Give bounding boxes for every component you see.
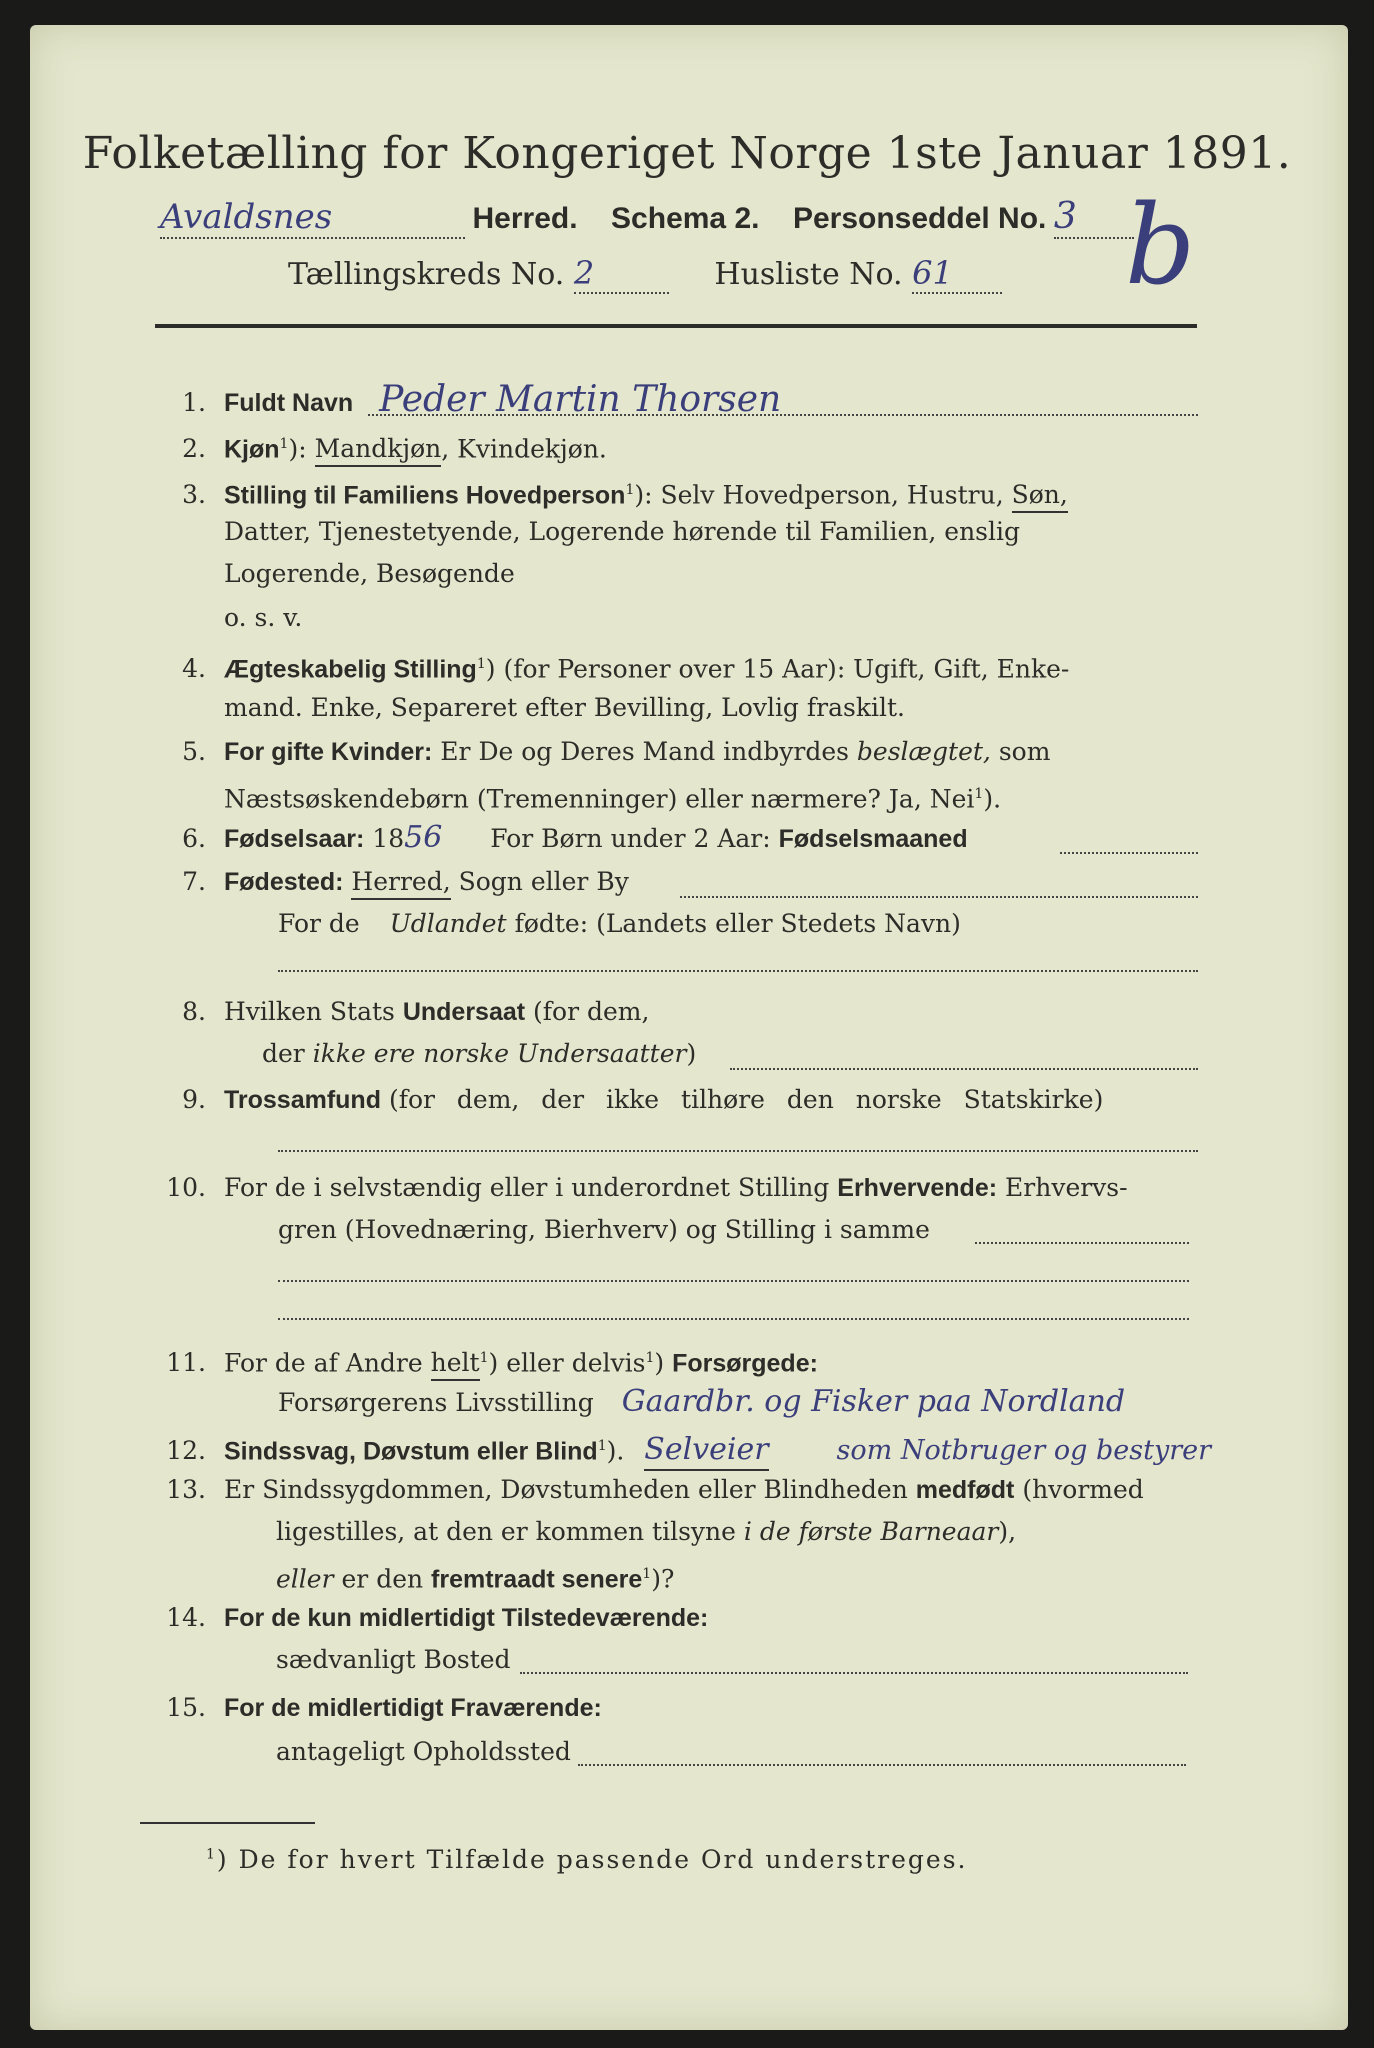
herred-label: Herred.: [472, 202, 578, 235]
item-1: 1. Fuldt Navn Peder Martin Thorsen: [182, 379, 782, 420]
personseddel-label: Personseddel No.: [792, 202, 1047, 235]
item-12: 12. Sindssvag, Døvstum eller Blind$^1$). Selveier som Notbruger og bestyrer: [140, 1428, 1211, 1469]
husliste-label: Husliste No.: [714, 257, 903, 292]
foreign-birthplace-dotline: [278, 970, 1198, 972]
form-title: Folketælling for Kongeriget Norge 1ste Januar 1891.: [82, 128, 1292, 179]
full-name-value: Peder Martin Thorsen: [379, 379, 782, 420]
nationality-dotline: [730, 1068, 1198, 1070]
birthplace-selected: Herred,: [351, 867, 450, 900]
item-11: 11. For de af Andre helt$^1$) eller delvis$^1$) Forsørgede:: [140, 1340, 818, 1381]
birthplace-dotline: [680, 896, 1198, 898]
item-14: 14. For de kun midlertidigt Tilstedeværende:: [166, 1603, 709, 1632]
kreds-label: Tællingskreds No.: [288, 257, 565, 292]
herred-line: [160, 196, 1134, 239]
kreds-line: [288, 254, 1002, 294]
item-4: 4. Ægteskabelig Stilling$^1$) (for Personer over 15 Aar): Ugift, Gift, Enke-: [182, 654, 1070, 684]
header-rule: [155, 324, 1197, 328]
support-selected: helt: [431, 1348, 480, 1381]
item-14-line2: sædvanligt Bosted: [276, 1645, 511, 1674]
occupation-dotline-2: [278, 1280, 1189, 1282]
occupation-dotline-1: [975, 1242, 1189, 1244]
provider-occupation-value: Gaardbr. og Fisker paa Nordland: [621, 1384, 1126, 1419]
footnote-rule: [140, 1822, 315, 1824]
residence-dotline: [520, 1672, 1188, 1674]
item-11-line2: Forsørgerens Livsstilling Gaardbr. og Fisker paa Nordland: [278, 1384, 1126, 1419]
item-7: 7. Fødested: Herred, Sogn eller By: [140, 864, 629, 900]
corner-annotation: b: [1125, 181, 1196, 309]
item-2: 2. Kjøn$^1$): Mandkjøn, Kvindekjøn.: [140, 426, 607, 467]
religion-dotline: [278, 1150, 1198, 1152]
schema-label: Schema 2.: [611, 202, 760, 235]
item-15: 15. For de midlertidigt Fraværende:: [166, 1693, 602, 1722]
name-dotline: [368, 414, 1198, 416]
item-15-line2: antageligt Opholdssted: [276, 1737, 571, 1766]
item-7-line2: For de Udlandet fødte: (Landets eller Stedets Navn): [278, 909, 961, 938]
item-5-line2: Næstsøskendebørn (Tremenninger) eller nærmere? Ja, Nei$^1$).: [224, 784, 1002, 814]
husliste-value: 61: [912, 254, 1002, 294]
item-5: 5. For gifte Kvinder: Er De og Deres Mand indbyrdes beslægtet, som: [182, 737, 1051, 766]
item-3-line2: Datter, Tjenestetyende, Logerende hørende til Familien, enslig: [224, 517, 1021, 546]
item-13-line3: eller er den fremtraadt senere$^1$)?: [276, 1564, 675, 1594]
disability-value-2: som Notbruger og bestyrer: [836, 1435, 1212, 1467]
item-8-line2: der ikke ere norske Undersaatter): [262, 1039, 697, 1068]
footnote: $^1$) De for hvert Tilfælde passende Ord understreges.: [206, 1845, 968, 1874]
item-9: 9. Trossamfund (for dem, der ikke tilhøre den norske Statskirke): [182, 1085, 1104, 1114]
item-13-line2: ligestilles, at den er kommen tilsyne i de første Barneaar),: [276, 1517, 1017, 1546]
kreds-value: 2: [574, 254, 669, 294]
disability-value: Selveier: [644, 1432, 768, 1471]
personseddel-value: 3: [1054, 196, 1134, 239]
item-3: 3. Stilling til Familiens Hovedperson$^1$): Selv Hovedperson, Hustru, Søn,: [140, 472, 1068, 513]
item-10: 10. For de i selvstændig eller i underordnet Stilling Erhvervende: Erhvervs-: [166, 1173, 1128, 1202]
herred-value: Avaldsnes: [160, 197, 465, 239]
item-8: 8. Hvilken Stats Undersaat (for dem,: [182, 997, 650, 1026]
item-3-line4: o. s. v.: [224, 603, 303, 632]
item-13: 13. Er Sindssygdommen, Døvstumheden eller Blindheden medfødt (hvormed: [166, 1475, 1144, 1504]
gender-selected: Mandkjøn: [315, 434, 442, 467]
occupation-dotline-3: [278, 1318, 1189, 1320]
whereabouts-dotline: [578, 1764, 1186, 1766]
item-4-line2: mand. Enke, Separeret efter Bevilling, Lovlig fraskilt.: [224, 693, 905, 722]
relation-selected: Søn,: [1012, 480, 1068, 513]
birth-year-value: 56: [404, 820, 443, 855]
item-10-line2: gren (Hovednæring, Bierhverv) og Stilling i samme: [278, 1215, 930, 1244]
item-3-line3: Logerende, Besøgende: [224, 559, 515, 588]
birthmonth-dotline: [1060, 852, 1198, 854]
item-6: 6. Fødselsaar: 1856 For Børn under 2 Aar: Fødselsmaaned: [182, 820, 968, 855]
